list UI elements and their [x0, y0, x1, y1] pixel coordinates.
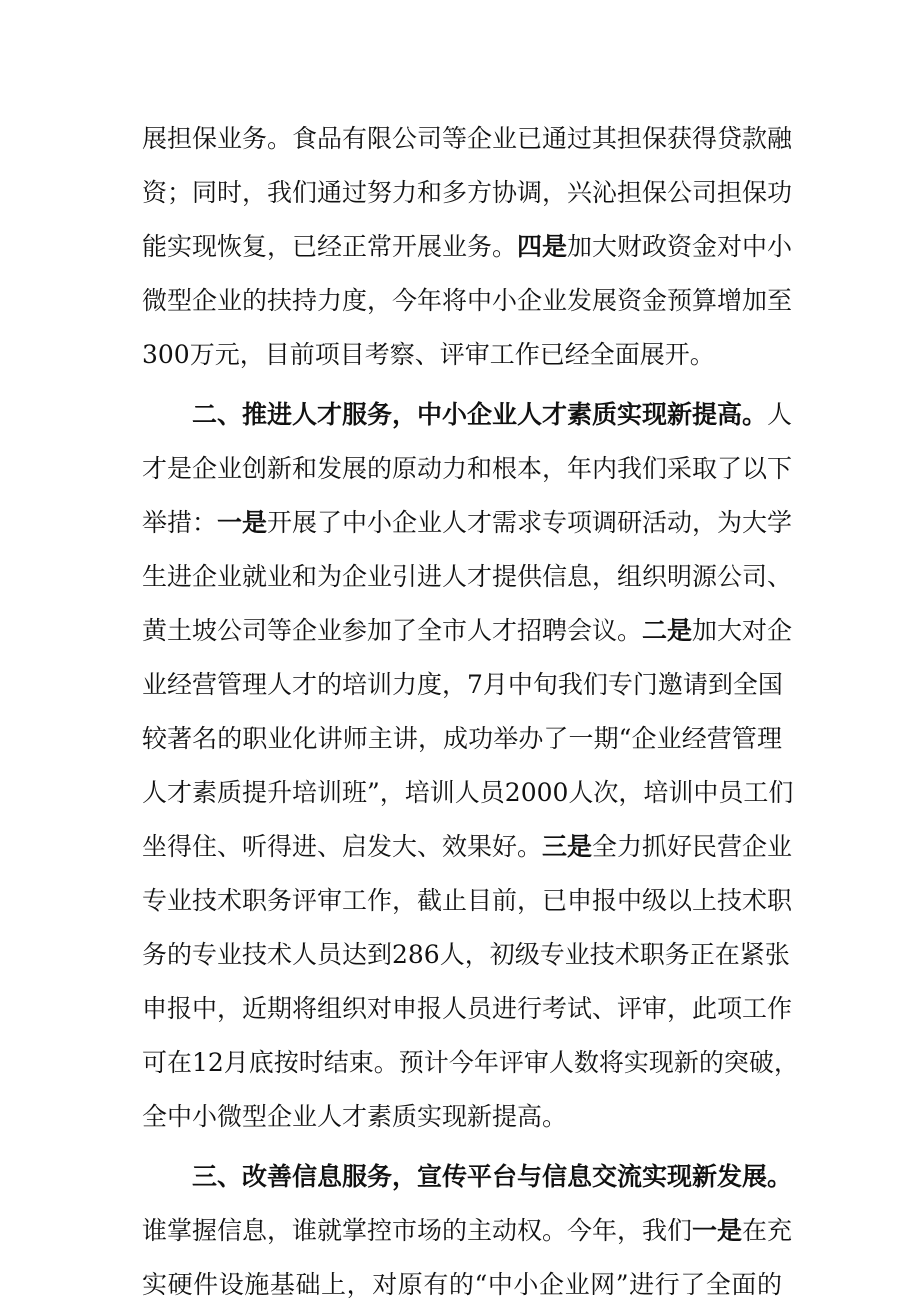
text-line: 微型企业的扶持力度，今年将中小企业发展资金预算增加至	[142, 286, 793, 315]
text-run: 全力抓好民营企业	[592, 832, 793, 861]
text-line: 专业技术职务评审工作，截止目前，已申报中级以上技术职	[142, 886, 793, 915]
text-line	[142, 388, 793, 442]
text-line: 展担保业务。食品有限公司等企业已通过其担保获得贷款融	[142, 124, 793, 153]
text-run: 开展了中小企业人才需求专项调研活动，为大学	[267, 508, 793, 537]
text-line: 300万元，目前项目考察、评审工作已经全面展开。	[142, 340, 715, 369]
text-line: 较著名的职业化讲师主讲，成功举办了一期“企业经营管理	[142, 724, 782, 753]
bold-marker: 四是	[517, 232, 568, 261]
section-heading: 二、推进人才服务，中小企业人才素质实现新提高。	[192, 400, 768, 429]
text-run: 人	[767, 400, 793, 429]
section-heading: 三、改善信息服务，宣传平台与信息交流实现新发展。	[192, 1162, 793, 1191]
text-line	[142, 220, 793, 274]
text-line	[142, 1204, 793, 1258]
text-line	[142, 604, 793, 658]
text-line	[142, 1150, 793, 1204]
text-line: 申报中，近期将组织对申报人员进行考试、评审，此项工作	[142, 994, 793, 1023]
text-run: 举措：	[142, 508, 218, 537]
document-page	[142, 112, 799, 1312]
text-line: 可在12月底按时结束。预计今年评审人数将实现新的突破，	[142, 1048, 799, 1077]
paragraph-information-services	[142, 1150, 793, 1312]
text-line: 业经营管理人才的培训力度，7月中旬我们专门邀请到全国	[142, 670, 783, 699]
paragraph-guarantee-and-funding	[142, 112, 793, 382]
text-run: 黄土坡公司等企业参加了全市人才招聘会议。	[142, 616, 643, 645]
text-line: 生进企业就业和为企业引进人才提供信息，组织明源公司、	[142, 562, 793, 591]
text-run: 加大财政资金对中小	[567, 232, 793, 261]
paragraph-talent-services	[142, 388, 799, 1144]
bold-marker: 三是	[542, 832, 593, 861]
text-line: 才是企业创新和发展的原动力和根本，年内我们采取了以下	[142, 454, 793, 483]
text-run: 在充	[742, 1216, 793, 1245]
text-run: 谁掌握信息，谁就掌控市场的主动权。今年，我们	[142, 1216, 693, 1245]
text-line: 实硬件设施基础上，对原有的“中小企业网”进行了全面的	[142, 1270, 782, 1299]
text-line: 人才素质提升培训班”，培训人员2000人次，培训中员工们	[142, 778, 794, 807]
text-run: 能实现恢复，已经正常开展业务。	[142, 232, 518, 261]
bold-marker: 二是	[642, 616, 693, 645]
bold-marker: 一是	[692, 1216, 743, 1245]
text-run: 加大对企	[692, 616, 793, 645]
text-line: 资；同时，我们通过努力和多方协调，兴沁担保公司担保功	[142, 178, 793, 207]
text-line: 全中小微型企业人才素质实现新提高。	[142, 1102, 568, 1131]
text-line: 务的专业技术人员达到286人，初级专业技术职务正在紧张	[142, 940, 790, 969]
text-line	[142, 496, 793, 550]
text-line	[142, 820, 793, 874]
text-run: 坐得住、听得进、启发大、效果好。	[142, 832, 543, 861]
bold-marker: 一是	[217, 508, 268, 537]
